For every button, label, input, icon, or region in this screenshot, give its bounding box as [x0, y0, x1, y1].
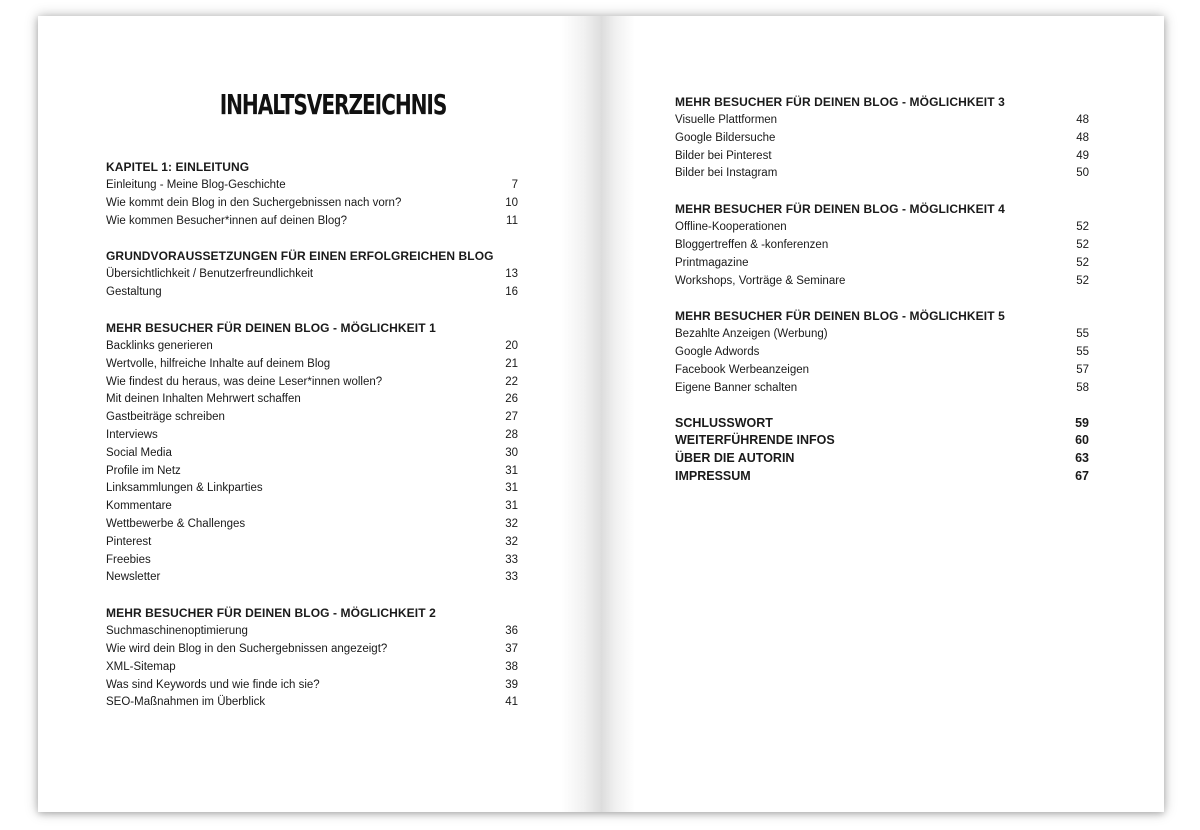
entry-title: Google Adwords — [675, 346, 760, 359]
toc-entry — [675, 255, 1089, 273]
section-heading: MEHR BESUCHER FÜR DEINEN BLOG - MÖGLICHKEIT 1 — [106, 320, 436, 335]
entry-page-number: 22 — [505, 375, 518, 388]
toc-entry — [106, 445, 518, 463]
entry-page-number: 48 — [1076, 114, 1089, 126]
final-entries — [675, 415, 1089, 487]
entry-title: Wertvolle, hilfreiche Inhalte auf deinem Blog — [106, 357, 331, 370]
toc-section — [675, 200, 1089, 290]
entry-page-number: 33 — [505, 571, 518, 584]
entry-title: Wie wird dein Blog in den Suchergebnissen angezeigt? — [106, 642, 388, 655]
final-entry-page-number: 63 — [1075, 451, 1089, 466]
entry-page-number: 10 — [505, 196, 518, 209]
entry-page-number: 21 — [505, 357, 518, 370]
entry-title: SEO-Maßnahmen im Überblick — [106, 696, 266, 709]
entry-page-number: 52 — [1076, 274, 1089, 287]
entry-page-number: 20 — [505, 339, 518, 352]
toc-entry — [106, 463, 518, 481]
entry-page-number: 26 — [505, 393, 518, 406]
toc-entry — [675, 344, 1089, 362]
toc-entry — [106, 195, 518, 213]
entry-title: Wie kommen Besucher*innen auf deinen Blog? — [106, 214, 348, 227]
entry-page-number: 28 — [505, 428, 518, 441]
final-entry-title: IMPRESSUM — [675, 469, 751, 484]
toc-entry — [106, 213, 518, 231]
entry-page-number: 31 — [505, 464, 518, 477]
entry-title: Interviews — [106, 428, 158, 441]
toc-entry — [106, 284, 518, 302]
entry-title: Bloggertreffen & -konferenzen — [675, 238, 829, 251]
entry-title: Offline-Kooperationen — [675, 221, 787, 234]
entry-page-number: 33 — [505, 553, 518, 566]
entry-title: Gastbeiträge schreiben — [106, 411, 225, 424]
final-entry-title: SCHLUSSWORT — [675, 415, 773, 430]
toc-entry — [106, 623, 518, 641]
toc-entry — [106, 498, 518, 516]
section-heading: GRUNDVORAUSSETZUNGEN FÜR EINEN ERFOLGREICHEN BLOG — [106, 249, 494, 264]
entry-title: Freebies — [106, 553, 151, 566]
toc-entry — [675, 130, 1089, 148]
toc-entry — [106, 480, 518, 498]
entry-page-number: 32 — [505, 517, 518, 530]
entry-title: Newsletter — [106, 571, 161, 584]
entry-page-number: 36 — [505, 625, 518, 638]
entry-page-number: 31 — [505, 482, 518, 495]
entry-page-number: 55 — [1076, 328, 1089, 341]
entry-title: Einleitung - Meine Blog-Geschichte — [106, 179, 286, 191]
entry-page-number: 50 — [1076, 167, 1089, 180]
section-heading: MEHR BESUCHER FÜR DEINEN BLOG - MÖGLICHKEIT 2 — [106, 606, 436, 621]
toc-entry — [106, 266, 518, 284]
section-heading: MEHR BESUCHER FÜR DEINEN BLOG - MÖGLICHKEIT 4 — [675, 202, 1005, 217]
entry-title: Linksammlungen & Linkparties — [106, 482, 263, 495]
entry-title: Backlinks generieren — [106, 339, 213, 352]
final-entry — [675, 432, 1089, 450]
final-entry-title: WEITERFÜHRENDE INFOS — [675, 433, 835, 448]
toc-section — [106, 604, 518, 712]
toc-section — [675, 93, 1089, 183]
entry-title: Profile im Netz — [106, 464, 181, 477]
entry-page-number: 49 — [1076, 149, 1089, 162]
entry-title: Gestaltung — [106, 286, 162, 299]
toc-entry — [106, 534, 518, 552]
toc-entry — [675, 237, 1089, 255]
toc-entry — [106, 677, 518, 695]
entry-page-number: 30 — [505, 446, 518, 459]
toc-entry — [106, 427, 518, 445]
entry-title: Suchmaschinenoptimierung — [106, 625, 248, 638]
entry-title: Mit deinen Inhalten Mehrwert schaffen — [106, 393, 301, 406]
entry-page-number: 48 — [1076, 131, 1089, 144]
right-toc — [675, 93, 1089, 486]
toc-section — [675, 307, 1089, 397]
toc-entry — [106, 177, 518, 195]
entry-title: Eigene Banner schalten — [675, 381, 798, 394]
toc-entry — [106, 391, 518, 409]
right-sections — [675, 93, 1089, 398]
toc-entry — [106, 641, 518, 659]
toc-entry — [106, 409, 518, 427]
entry-page-number: 38 — [505, 660, 518, 673]
toc-entry — [106, 356, 518, 374]
entry-page-number: 52 — [1076, 221, 1089, 234]
toc-entry — [675, 362, 1089, 380]
entry-title: Workshops, Vorträge & Seminare — [675, 274, 846, 287]
entry-title: XML-Sitemap — [106, 660, 176, 673]
entry-page-number: 37 — [505, 642, 518, 655]
entry-page-number: 7 — [511, 179, 518, 191]
entry-title: Übersichtlichkeit / Benutzerfreundlichkeit — [106, 268, 314, 281]
toc-entry — [675, 273, 1089, 291]
entry-title: Social Media — [106, 446, 172, 459]
toc-entry — [675, 326, 1089, 344]
entry-page-number: 13 — [505, 268, 518, 281]
entry-page-number: 58 — [1076, 381, 1089, 394]
entry-title: Bilder bei Pinterest — [675, 149, 772, 162]
entry-page-number: 11 — [506, 214, 518, 227]
toc-entry — [106, 338, 518, 356]
toc-entry — [675, 165, 1089, 183]
final-entry — [675, 415, 1089, 433]
left-toc — [106, 158, 518, 729]
toc-entry — [106, 552, 518, 570]
toc-entry — [106, 516, 518, 534]
toc-section — [106, 158, 518, 230]
toc-section — [106, 247, 518, 302]
toc-entry — [106, 374, 518, 392]
entry-title: Pinterest — [106, 535, 152, 548]
final-entry-page-number: 67 — [1075, 469, 1089, 484]
section-heading: KAPITEL 1: EINLEITUNG — [106, 160, 250, 174]
section-heading: MEHR BESUCHER FÜR DEINEN BLOG - MÖGLICHKEIT 5 — [675, 309, 1005, 324]
entry-page-number: 32 — [505, 535, 518, 548]
final-entry — [675, 450, 1089, 468]
toc-entry — [106, 659, 518, 677]
entry-page-number: 55 — [1076, 346, 1089, 359]
right-page — [601, 16, 1164, 812]
entry-title: Kommentare — [106, 500, 172, 513]
entry-title: Wie findest du heraus, was deine Leser*innen wollen? — [106, 375, 383, 388]
entry-page-number: 27 — [505, 411, 518, 424]
toc-entry — [675, 219, 1089, 237]
final-entry-page-number: 60 — [1075, 433, 1089, 448]
toc-entry — [106, 694, 518, 712]
entry-page-number: 52 — [1076, 238, 1089, 251]
section-heading: MEHR BESUCHER FÜR DEINEN BLOG - MÖGLICHKEIT 3 — [675, 95, 1005, 109]
final-entry-page-number: 59 — [1075, 415, 1089, 430]
entry-title: Wie kommt dein Blog in den Suchergebnissen nach vorn? — [106, 196, 402, 209]
entry-title: Wettbewerbe & Challenges — [106, 517, 246, 530]
entry-title: Visuelle Plattformen — [675, 114, 778, 126]
left-page — [38, 16, 601, 812]
entry-title: Bilder bei Instagram — [675, 167, 778, 180]
entry-page-number: 41 — [505, 696, 518, 709]
toc-entry — [675, 148, 1089, 166]
final-entry-title: ÜBER DIE AUTORIN — [675, 451, 795, 466]
entry-page-number: 16 — [505, 286, 518, 299]
entry-title: Printmagazine — [675, 256, 749, 269]
toc-title: INHALTSVERZEICHNIS — [219, 88, 447, 121]
toc-entry — [675, 112, 1089, 130]
toc-entry — [106, 569, 518, 587]
entry-title: Facebook Werbeanzeigen — [675, 363, 810, 376]
toc-entry — [675, 380, 1089, 398]
entry-page-number: 52 — [1076, 256, 1089, 269]
entry-title: Was sind Keywords und wie finde ich sie? — [106, 678, 320, 691]
book-spread — [38, 16, 1164, 812]
entry-page-number: 57 — [1076, 363, 1089, 376]
entry-title: Bezahlte Anzeigen (Werbung) — [675, 328, 828, 341]
toc-section — [106, 319, 518, 587]
final-entry — [675, 468, 1089, 486]
entry-page-number: 31 — [505, 500, 518, 513]
entry-page-number: 39 — [505, 678, 518, 691]
entry-title: Google Bildersuche — [675, 131, 776, 144]
